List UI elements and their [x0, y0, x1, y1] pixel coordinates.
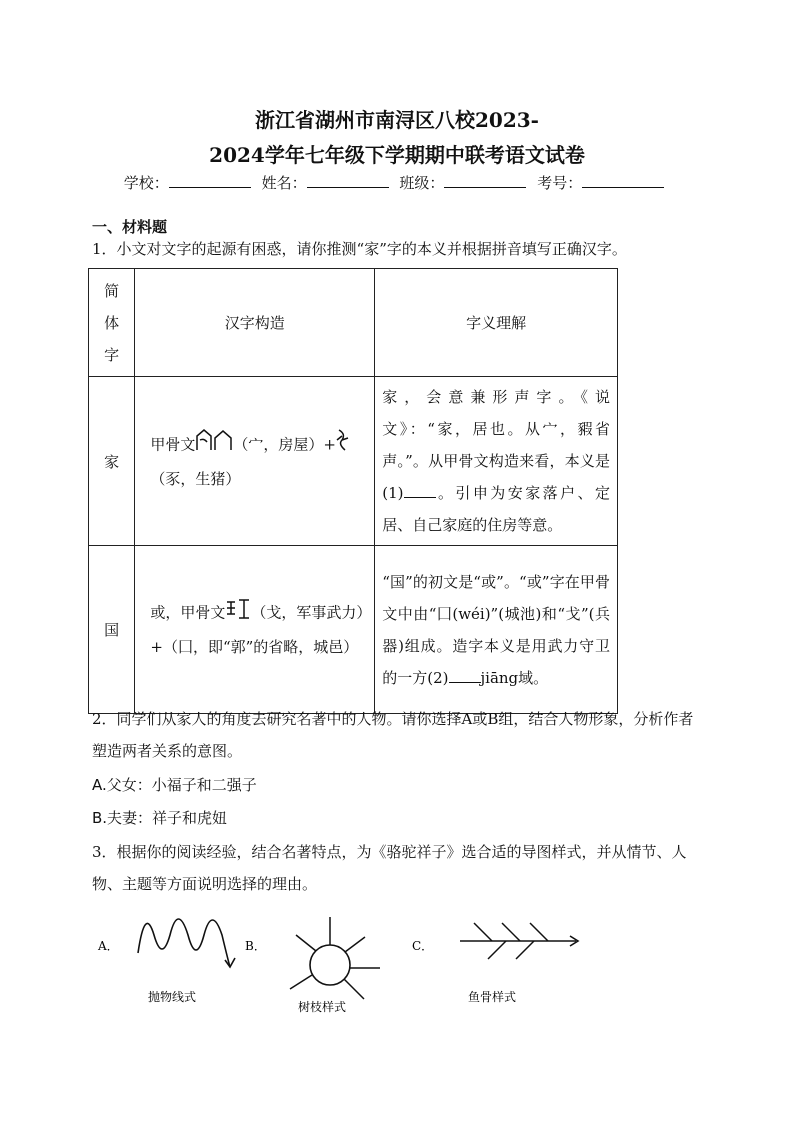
- number-label: 考号：: [537, 174, 583, 192]
- oracle-pig-glyph: [336, 428, 350, 463]
- character-table: [88, 268, 618, 714]
- title-line-2: 2024学年七年级下学期期中联考语文试卷: [209, 143, 585, 167]
- row-char-jia: 家: [89, 377, 135, 546]
- diagram-b-letter: B．: [245, 939, 266, 953]
- diagram-b-label: 树枝样式: [298, 1000, 347, 1014]
- name-blank[interactable]: [307, 173, 389, 188]
- row-char-guo: 国: [89, 546, 135, 714]
- answer-blank-1[interactable]: [404, 485, 436, 498]
- oracle-ge-glyph: [225, 596, 251, 631]
- header-construction: 汉字构造: [135, 269, 375, 377]
- construct-jia: 甲骨文 （宀，房屋）+ （豕，生猪）: [135, 377, 375, 546]
- parabola-wave-icon: [138, 919, 230, 967]
- mindmap-diagrams: [90, 905, 610, 1025]
- header-meaning: 字义理解: [375, 269, 618, 377]
- question-1-stem: 1．小文对文字的起源有困惑，请你推测“家”字的本义并根据拼音填写正确汉字。: [92, 240, 627, 258]
- oracle-jia-glyph: [195, 428, 233, 463]
- student-info-line: [0, 172, 794, 193]
- name-label: 姓名：: [261, 174, 307, 192]
- answer-blank-2[interactable]: [449, 670, 481, 683]
- option-a: A.父女：小福子和二强子: [92, 776, 257, 794]
- meaning-jia: 家，会意兼形声字。《说文》：“家，居也。从宀，豭省声。”。从甲骨文构造来看，本义是(1) 。引申为安家落户、定居、自己家庭的住房等意。: [375, 377, 618, 546]
- table-row: [89, 546, 618, 714]
- table-header-row: [89, 269, 618, 377]
- option-b: B.夫妻：祥子和虎妞: [92, 809, 228, 827]
- class-blank[interactable]: [444, 173, 526, 188]
- number-blank[interactable]: [582, 173, 664, 188]
- diagram-c-letter: C．: [412, 939, 434, 953]
- question-3-stem: 3．根据你的阅读经验，结合名著特点，为《骆驼祥子》选合适的导图样式，并从情节、人物、主题等方面说明选择的理由。: [92, 843, 687, 893]
- construct-guo: 或，甲骨文 （戈，军事武力）+（囗，即“郭”的省略，城邑）: [135, 546, 375, 714]
- question-2-stem: 2．同学们从家人的角度去研究名著中的人物。请你选择A或B组，结合人物形象，分析作者塑造两者关系的意图。: [92, 710, 694, 760]
- school-blank[interactable]: [169, 173, 251, 188]
- section-heading: 一、材料题: [92, 218, 168, 236]
- table-row: [89, 377, 618, 546]
- title-line-1: 浙江省湖州市南浔区八校2023-: [255, 108, 539, 132]
- diagram-a-letter: A．: [98, 939, 119, 953]
- meaning-guo: “国”的初文是“或”。“或”字在甲骨文中由“囗(wéi)”(城池)和“戈”(兵器)组成。造字本义是用武力守卫的一方(2) jiāng域。: [375, 546, 618, 714]
- header-simplified: 简体字: [89, 269, 135, 377]
- class-label: 班级：: [399, 174, 445, 192]
- diagram-c-label: 鱼骨样式: [468, 990, 517, 1004]
- arrow-head-icon: [225, 958, 235, 967]
- diagram-a-label: 抛物线式: [148, 990, 197, 1004]
- school-label: 学校：: [123, 174, 169, 192]
